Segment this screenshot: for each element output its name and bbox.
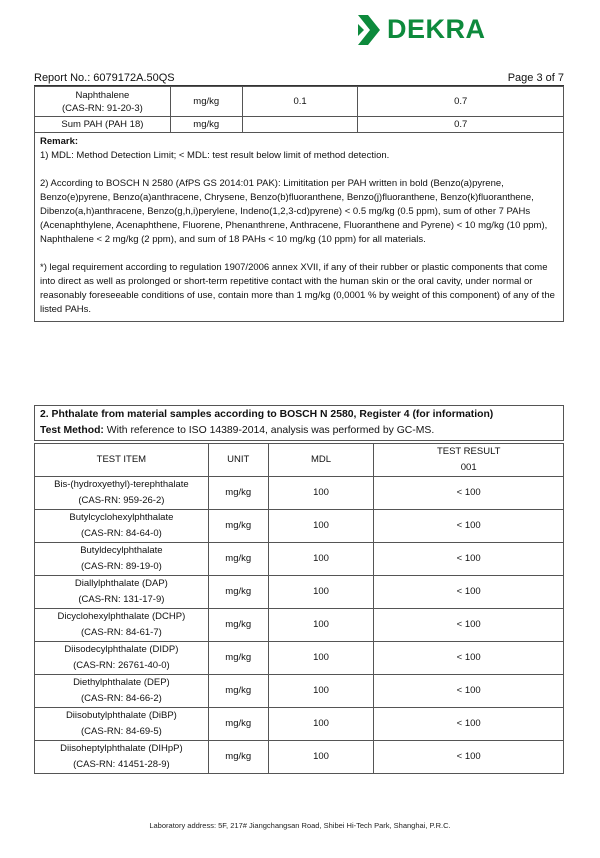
page-number: Page 3 of 7 bbox=[507, 72, 564, 84]
test-item-cell bbox=[35, 510, 209, 543]
dekra-logo bbox=[358, 14, 486, 45]
table-row bbox=[35, 543, 564, 576]
test-item-name: Diisobutylphthalate (DiBP) bbox=[65, 710, 177, 721]
header-mdl: MDL bbox=[268, 444, 374, 477]
mdl-cell: 100 bbox=[268, 576, 374, 609]
table-row bbox=[35, 708, 564, 741]
unit-cell: mg/kg bbox=[208, 477, 268, 510]
test-item-cell bbox=[35, 87, 171, 117]
unit-cell: mg/kg bbox=[208, 675, 268, 708]
test-item-cas: (CAS-RN: 84-69-5) bbox=[81, 726, 162, 737]
mdl-cell: 100 bbox=[268, 510, 374, 543]
unit-cell: mg/kg bbox=[208, 609, 268, 642]
test-item-cell bbox=[35, 642, 209, 675]
unit-cell: mg/kg bbox=[208, 642, 268, 675]
test-item-name: Butylcyclohexylphthalate bbox=[69, 512, 174, 523]
table-header-row bbox=[35, 444, 564, 477]
pah-table bbox=[34, 86, 564, 322]
unit-cell: mg/kg bbox=[170, 117, 242, 133]
unit-cell: mg/kg bbox=[170, 87, 242, 117]
result-cell: < 100 bbox=[374, 675, 564, 708]
result-cell: < 100 bbox=[374, 543, 564, 576]
test-item-cas: (CAS-RN: 89-19-0) bbox=[81, 561, 162, 572]
header-test-result bbox=[374, 444, 564, 477]
remark-block bbox=[35, 133, 564, 322]
unit-cell: mg/kg bbox=[208, 576, 268, 609]
mdl-cell: 100 bbox=[268, 708, 374, 741]
result-cell: < 100 bbox=[374, 741, 564, 774]
phthalate-table bbox=[34, 443, 564, 774]
mdl-cell: 100 bbox=[268, 543, 374, 576]
test-item-cas: (CAS-RN: 91-20-3) bbox=[62, 102, 143, 114]
unit-cell: mg/kg bbox=[208, 708, 268, 741]
table-row bbox=[35, 87, 564, 117]
test-item-name: Diisodecylphthalate (DIDP) bbox=[64, 644, 179, 655]
unit-cell: mg/kg bbox=[208, 741, 268, 774]
report-number: Report No.: 6079172A.50QS bbox=[34, 72, 175, 84]
remark-note-2: 2) According to BOSCH N 2580 (AfPS GS 2014:01 PAK): Limititation per PAH written in bold (Benzo(a)pyrene, Benzo(e)pyrene, Benzo(a)anthracene, Chrysene, Benzo(b)fluoranthene, Benzo(j)fluoranthene, Benzo(k)fluoranthene, Dibenzo(a,h)anthracene, Benzo(g,h,i)perylene, Indeno(1,2,3-cd)pyrene) < 0.5 mg/kg (0.5 ppm), sum of other 7 PAHs (Acenaphthylene, Acenaphthene, Fluorene, Phenanthrene, Anthracene, Fluoranthene and Pyrene) < 10 mg/kg (10 ppm), Naphthalene < 2 mg/kg (2 ppm), and sum of 18 PAHs < 10 mg/kg (10 ppm) for all materials. bbox=[40, 178, 548, 245]
mdl-cell: 100 bbox=[268, 675, 374, 708]
remark-note-3: *) legal requirement according to regulation 1907/2006 annex XVII, if any of their rubber or plastic components that come into direct as well as prolonged or short-term repetitive contact with the human skin or the oral cavity, under normal or reasonably foreseeable conditions of use, contain more than 1 mg/kg (0,0001 % by weight of this component) of any of the listed PAHs. bbox=[40, 262, 555, 315]
test-item-cell bbox=[35, 609, 209, 642]
test-item-name: Naphthalene bbox=[75, 89, 130, 101]
test-item-name: Diethylphthalate (DEP) bbox=[73, 677, 170, 688]
result-cell: 0.7 bbox=[358, 87, 564, 117]
table-row bbox=[35, 510, 564, 543]
mdl-cell: 0.1 bbox=[242, 87, 358, 117]
mdl-cell: 100 bbox=[268, 477, 374, 510]
test-method-label: Test Method: bbox=[40, 425, 104, 436]
result-cell: < 100 bbox=[374, 510, 564, 543]
unit-cell: mg/kg bbox=[208, 543, 268, 576]
header-unit: UNIT bbox=[208, 444, 268, 477]
remark-title: Remark: bbox=[40, 136, 79, 147]
table-row bbox=[35, 477, 564, 510]
test-item-cell bbox=[35, 543, 209, 576]
result-cell: 0.7 bbox=[358, 117, 564, 133]
table-row bbox=[35, 117, 564, 133]
mdl-cell bbox=[242, 117, 358, 133]
test-item-cell bbox=[35, 741, 209, 774]
test-item-cell bbox=[35, 477, 209, 510]
test-item-cas: (CAS-RN: 41451-28-9) bbox=[73, 759, 170, 770]
test-item-cell bbox=[35, 708, 209, 741]
mdl-cell: 100 bbox=[268, 642, 374, 675]
test-item-cas: (CAS-RN: 84-66-2) bbox=[81, 693, 162, 704]
test-item-name: Diisoheptylphthalate (DIHpP) bbox=[60, 743, 183, 754]
test-item-name: Diallylphthalate (DAP) bbox=[74, 578, 168, 589]
test-method bbox=[40, 423, 558, 439]
section-2-header bbox=[34, 405, 564, 441]
test-item-cas: (CAS-RN: 84-64-0) bbox=[81, 528, 162, 539]
test-item-cell: Sum PAH (PAH 18) bbox=[35, 117, 171, 133]
test-item-cell bbox=[35, 675, 209, 708]
mdl-cell: 100 bbox=[268, 609, 374, 642]
remark-row bbox=[35, 133, 564, 322]
test-item-cell bbox=[35, 576, 209, 609]
dekra-logo-text: DEKRA bbox=[387, 14, 486, 44]
result-cell: < 100 bbox=[374, 642, 564, 675]
result-cell: < 100 bbox=[374, 576, 564, 609]
table-row bbox=[35, 609, 564, 642]
header-test-result-label: TEST RESULT bbox=[436, 446, 501, 457]
table-row bbox=[35, 741, 564, 774]
page-header bbox=[34, 72, 564, 86]
header-sample-id: 001 bbox=[460, 462, 477, 473]
test-item-name: Butyldecylphthalate bbox=[80, 545, 163, 556]
result-cell: < 100 bbox=[374, 477, 564, 510]
table-row bbox=[35, 576, 564, 609]
remark-note-1: 1) MDL: Method Detection Limit; < MDL: test result below limit of method detection. bbox=[40, 150, 390, 161]
table-row bbox=[35, 642, 564, 675]
test-method-text: With reference to ISO 14389-2014, analysis was performed by GC-MS. bbox=[103, 425, 435, 436]
lab-address-footer: Laboratory address: 5F, 217# Jiangchangsan Road, Shibei Hi-Tech Park, Shanghai, P.R.C. bbox=[149, 821, 451, 830]
result-cell: < 100 bbox=[374, 609, 564, 642]
test-item-cas: (CAS-RN: 84-61-7) bbox=[81, 627, 162, 638]
test-item-cas: (CAS-RN: 131-17-9) bbox=[78, 594, 165, 605]
test-item-name: Dicyclohexylphthalate (DCHP) bbox=[57, 611, 186, 622]
mdl-cell: 100 bbox=[268, 741, 374, 774]
dekra-logo-icon bbox=[358, 15, 380, 45]
table-row bbox=[35, 675, 564, 708]
unit-cell: mg/kg bbox=[208, 510, 268, 543]
test-item-name: Bis-(hydroxyethyl)-terephthalate bbox=[54, 479, 189, 490]
test-item-cas: (CAS-RN: 26761-40-0) bbox=[73, 660, 170, 671]
result-cell: < 100 bbox=[374, 708, 564, 741]
test-item-cas: (CAS-RN: 959-26-2) bbox=[78, 495, 165, 506]
header-test-item: TEST ITEM bbox=[35, 444, 209, 477]
section-2-title: 2. Phthalate from material samples according to BOSCH N 2580, Register 4 (for information) bbox=[40, 409, 494, 420]
